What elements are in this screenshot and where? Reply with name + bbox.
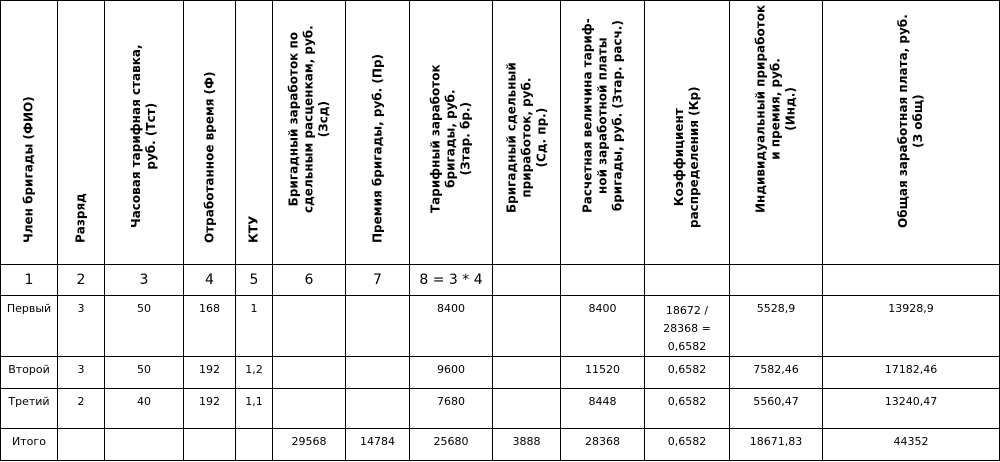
header-cell <box>236 1 273 265</box>
header-text: Член бригады (ФИО) <box>21 96 36 243</box>
time-cell <box>184 429 236 461</box>
time-cell: 192 <box>184 357 236 389</box>
ind-cell: 5528,9 <box>730 296 823 357</box>
ztar-cell: 7680 <box>410 389 493 429</box>
total-cell: 17182,46 <box>823 357 1000 389</box>
ind-cell: 18671,83 <box>730 429 823 461</box>
column-number: 3 <box>105 265 184 296</box>
header-text: Бригадный сдельный приработок, руб. (Сд. пр.) <box>504 62 548 213</box>
member-name: Итого <box>1 429 58 461</box>
header-text: Часовая тарифная ставка, руб. (Тст) <box>129 44 158 228</box>
zsd-cell <box>273 296 346 357</box>
table-row <box>1 389 1000 429</box>
ztar-cell: 8400 <box>410 296 493 357</box>
header-text: Общая заработная плата, руб. (З общ) <box>896 14 925 228</box>
zsd-cell: 29568 <box>273 429 346 461</box>
kr-cell: 0,6582 <box>645 429 730 461</box>
ztar-cell: 25680 <box>410 429 493 461</box>
rank-cell <box>58 429 105 461</box>
header-text: Коэффициент распределения (Кр) <box>672 86 701 228</box>
rank-cell: 3 <box>58 296 105 357</box>
member-name: Второй <box>1 357 58 389</box>
column-number <box>561 265 645 296</box>
rank-cell: 3 <box>58 357 105 389</box>
ind-cell: 5560,47 <box>730 389 823 429</box>
total-cell: 13240,47 <box>823 389 1000 429</box>
zrasch-cell: 11520 <box>561 357 645 389</box>
column-number <box>493 265 561 296</box>
column-number: 6 <box>273 265 346 296</box>
column-number: 7 <box>346 265 410 296</box>
premium-cell <box>346 296 410 357</box>
premium-cell: 14784 <box>346 429 410 461</box>
premium-cell <box>346 357 410 389</box>
column-number <box>645 265 730 296</box>
header-text: Разряд <box>73 193 88 243</box>
ktu-cell <box>236 429 273 461</box>
header-cell <box>730 1 823 265</box>
table-row <box>1 296 1000 357</box>
zrasch-cell: 8400 <box>561 296 645 357</box>
column-number: 1 <box>1 265 58 296</box>
column-number: 4 <box>184 265 236 296</box>
header-text: Расчетная величина тариф- ной заработной платы бригады, руб. (Зтар. расч.) <box>580 18 624 213</box>
header-text: Бригадный заработок по сдельным расценкам, руб. (Зсд) <box>286 25 331 213</box>
header-text: Тарифный заработок бригады, руб. (Зтар. бр.) <box>428 64 473 213</box>
rank-cell: 2 <box>58 389 105 429</box>
header-cell <box>58 1 105 265</box>
header-text: Отработанное время (Ф) <box>202 71 216 243</box>
header-cell <box>273 1 346 265</box>
sdpr-cell <box>493 357 561 389</box>
time-cell: 168 <box>184 296 236 357</box>
sdpr-cell: 3888 <box>493 429 561 461</box>
header-cell <box>645 1 730 265</box>
header-text: Премия бригады, руб. (Пр) <box>370 53 384 243</box>
column-number: 8 = 3 * 4 <box>410 265 493 296</box>
rate-cell: 50 <box>105 357 184 389</box>
header-cell <box>410 1 493 265</box>
zsd-cell <box>273 389 346 429</box>
ktu-cell: 1 <box>236 296 273 357</box>
rate-cell: 40 <box>105 389 184 429</box>
premium-cell <box>346 389 410 429</box>
header-cell <box>1 1 58 265</box>
kr-cell: 0,6582 <box>645 357 730 389</box>
rate-cell <box>105 429 184 461</box>
header-cell <box>105 1 184 265</box>
header-cell <box>823 1 1000 265</box>
column-number: 2 <box>58 265 105 296</box>
zsd-cell <box>273 357 346 389</box>
time-cell: 192 <box>184 389 236 429</box>
ztar-cell: 9600 <box>410 357 493 389</box>
member-name: Первый <box>1 296 58 357</box>
header-cell <box>346 1 410 265</box>
totals-row <box>1 429 1000 461</box>
ktu-cell: 1,1 <box>236 389 273 429</box>
member-name: Третий <box>1 389 58 429</box>
header-text: Индивидуальный приработок и премия, руб. (Инд.) <box>753 4 798 213</box>
sdpr-cell <box>493 389 561 429</box>
rate-cell: 50 <box>105 296 184 357</box>
header-text: КТУ <box>246 215 261 243</box>
header-cell <box>561 1 645 265</box>
sdpr-cell <box>493 296 561 357</box>
ktu-cell: 1,2 <box>236 357 273 389</box>
column-number <box>730 265 823 296</box>
header-cell <box>493 1 561 265</box>
header-cell <box>184 1 236 265</box>
ind-cell: 7582,46 <box>730 357 823 389</box>
total-cell: 44352 <box>823 429 1000 461</box>
kr-cell: 18672 / 28368 = 0,6582 <box>645 296 730 357</box>
column-number: 5 <box>236 265 273 296</box>
header-row <box>1 1 1000 265</box>
column-number-row <box>1 265 1000 296</box>
kr-cell: 0,6582 <box>645 389 730 429</box>
zrasch-cell: 28368 <box>561 429 645 461</box>
column-number <box>823 265 1000 296</box>
zrasch-cell: 8448 <box>561 389 645 429</box>
total-cell: 13928,9 <box>823 296 1000 357</box>
table-row <box>1 357 1000 389</box>
